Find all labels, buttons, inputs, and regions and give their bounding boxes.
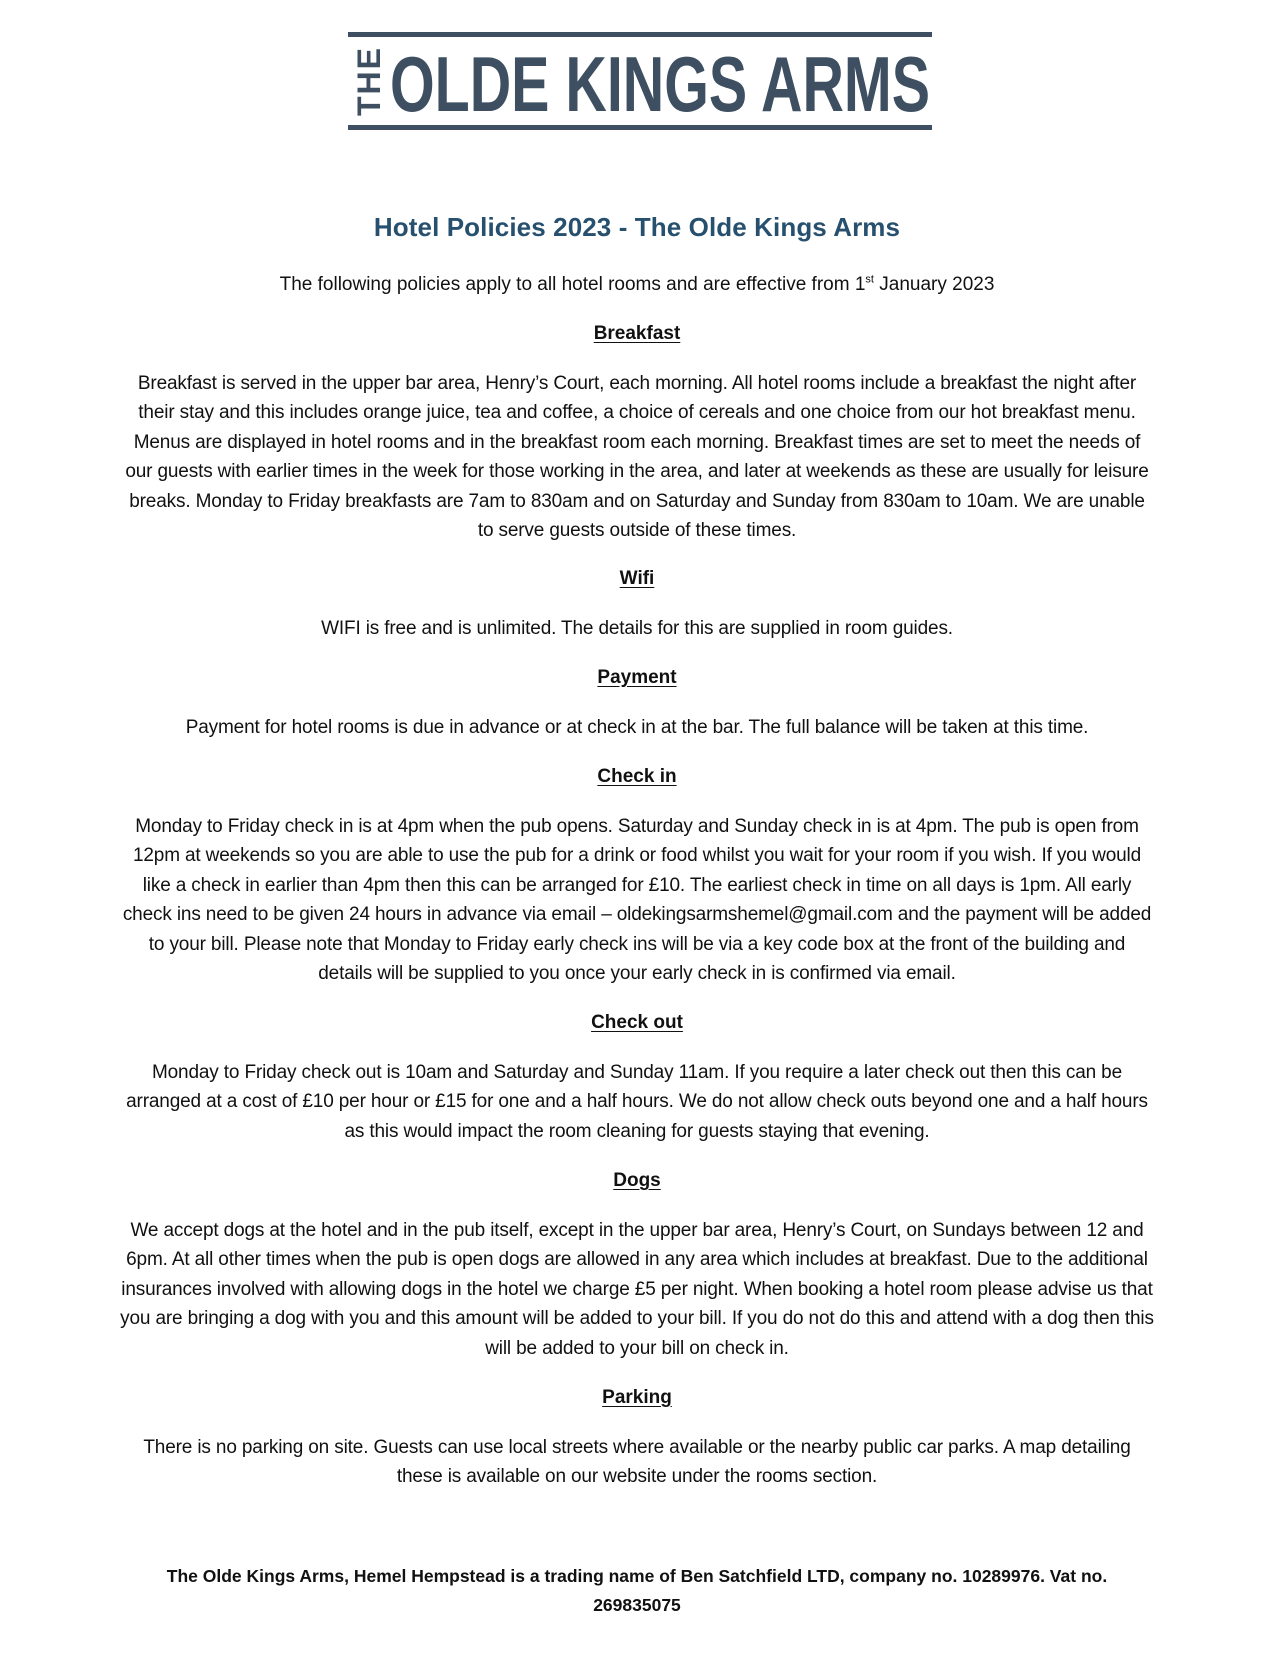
heading-payment: Payment bbox=[597, 667, 677, 688]
logo-the-text: THE bbox=[351, 46, 387, 116]
paragraph-payment: Payment for hotel rooms is due in advance or at check in at the bar. The full balance will be taken at this time. bbox=[185, 717, 1089, 738]
intro-text bbox=[0, 271, 1274, 299]
heading-dogs: Dogs bbox=[613, 1170, 661, 1191]
paragraph-breakfast: Breakfast is served in the upper bar area, Henry’s Court, each morning. All hotel rooms include a breakfast the night after their stay and this includes orange juice, tea and coffee, a choice of cereals and one choice from our hot breakfast menu. Menus are displayed in hotel rooms and in the breakfast room each morning. Breakfast times are set to meet the needs of our guests with earlier times in the week for those working in the area, and later at weekends as these are usually for leisure breaks. Monday to Friday breakfasts are 7am to 830am and on Saturday and Sunday from 830am to 10am. We are unable to serve guests outside of these times. bbox=[125, 373, 1149, 542]
logo bbox=[348, 32, 932, 130]
heading-check-in: Check in bbox=[597, 766, 677, 787]
intro-text-superscript: st bbox=[865, 273, 874, 286]
paragraph-check-out: Monday to Friday check out is 10am and Saturday and Sunday 11am. If you require a later check out then this can be arranged at a cost of £10 per hour or £15 for one and a half hours. We do not allow check outs beyond one and a half hours as this would impact the room cleaning for guests staying that evening. bbox=[126, 1062, 1148, 1142]
paragraph-parking: There is no parking on site. Guests can use local streets where available or the nearby public car parks. A map detailing these is available on our website under the rooms section. bbox=[143, 1437, 1131, 1488]
heading-parking: Parking bbox=[602, 1387, 672, 1408]
paragraph-wifi: WIFI is free and is unlimited. The details for this are supplied in room guides. bbox=[321, 618, 953, 639]
logo-top-rule bbox=[348, 32, 932, 37]
intro-text-before: The following policies apply to all hotel rooms and are effective from 1 bbox=[279, 274, 866, 295]
paragraph-dogs: We accept dogs at the hotel and in the pub itself, except in the upper bar area, Henry’s Court, on Sundays between 12 and 6pm. At all other times when the pub is open dogs are allowed in any area which includes at breakfast. Due to the additional insurances involved with allowing dogs in the hotel we charge £5 per night. When booking a hotel room please advise us that you are bringing a dog with you and this amount will be added to your bill. If you do not do this and attend with a dog then this will be added to your bill on check in. bbox=[120, 1220, 1154, 1359]
logo-name-text: OLDE KINGS ARMS bbox=[390, 40, 930, 128]
footer-company-info: The Olde Kings Arms, Hemel Hempstead is a trading name of Ben Satchfield LTD, company no. 10289976. Vat no. 269835075 bbox=[166, 1566, 1108, 1615]
heading-wifi: Wifi bbox=[619, 568, 655, 589]
intro-text-after: January 2023 bbox=[873, 274, 995, 295]
logo-graphic bbox=[348, 32, 932, 130]
heading-check-out: Check out bbox=[591, 1012, 683, 1033]
paragraph-check-in: Monday to Friday check in is at 4pm when the pub opens. Saturday and Sunday check in is at 4pm. The pub is open from 12pm at weekends so you are able to use the pub for a drink or food whilst you wait for your room if you wish. If you would like a check in earlier than 4pm then this can be arranged for £10. The earliest check in time on all days is 1pm. All early check ins need to be given 24 hours in advance via email – oldekingsarmshemel@gmail.com and the payment will be added to your bill. Please note that Monday to Friday early check ins will be via a key code box at the front of the building and details will be supplied to you once your early check in is confirmed via email. bbox=[122, 816, 1152, 985]
heading-breakfast: Breakfast bbox=[593, 323, 681, 344]
page-title: Hotel Policies 2023 - The Olde Kings Arms bbox=[373, 212, 901, 242]
